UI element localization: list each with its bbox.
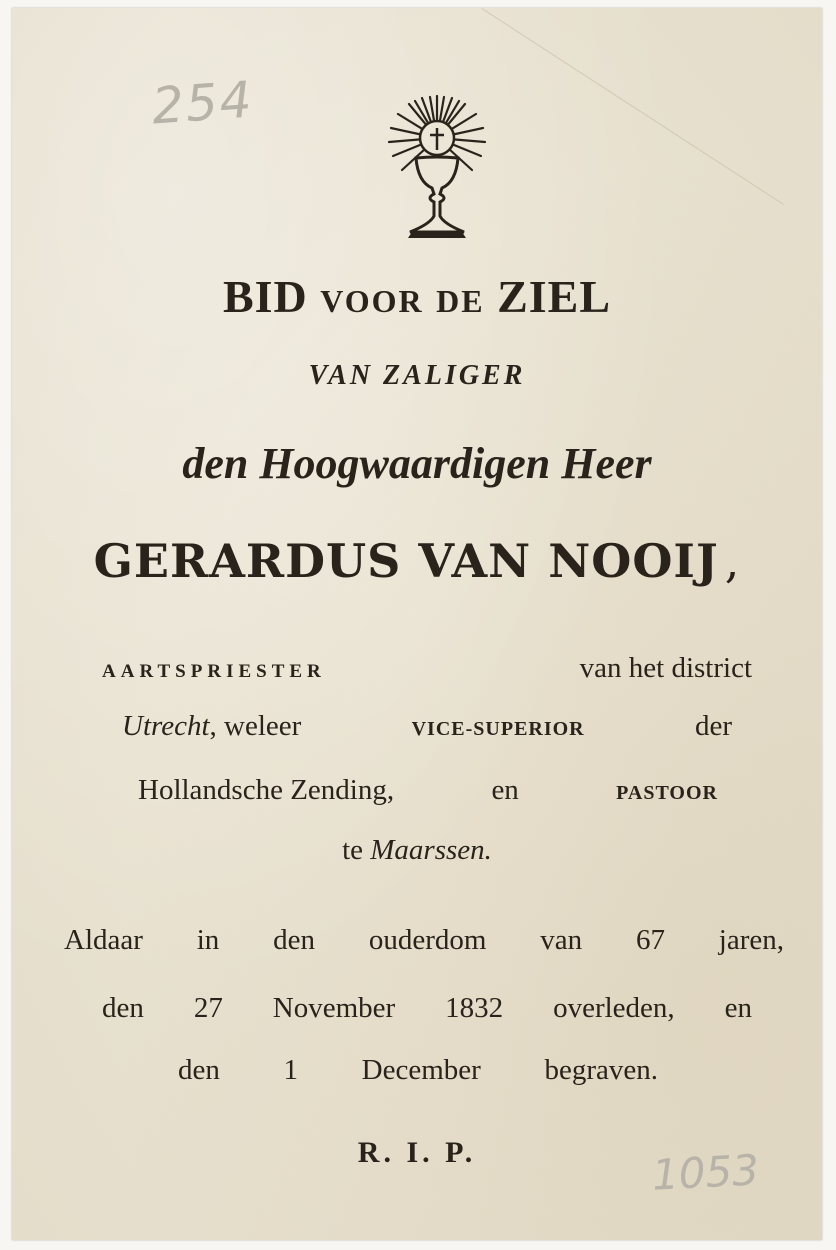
death-text-1: Aldaar in den ouderdom van 67 jaren, [64,924,784,956]
deceased-name: GERARDUS VAN NOOIJ [93,534,719,588]
office-district: van het district [579,652,752,684]
text-te: te [342,834,364,866]
rip-text: R. I. P. [357,1136,477,1169]
death-text-2: den 27 November 1832 overleden, en [102,992,752,1024]
role-vice-superior: VICE-SUPERIOR [411,718,585,740]
pencil-number-bottom: 1053 [650,1145,761,1200]
role-pastoor: PASTOOR [616,782,718,804]
chalice-with-host-icon [382,90,492,240]
text-en: en [491,774,519,806]
pencil-number-top: 254 [150,70,256,136]
text-der: der [694,710,732,742]
office-aartspriester: AARTSPRIESTER [102,661,326,682]
heading-van-zaliger: VAN ZALIGER [308,360,526,391]
place-maarssen: Maarssen. [370,834,492,866]
heading-bid: BID [222,271,308,322]
death-line-2 [102,992,752,1025]
name-comma: , [724,534,741,588]
heading-voor: VOOR [320,283,424,319]
death-text-3: den 1 December begraven. [178,1054,658,1086]
deceased-name-line [12,534,822,588]
heading-title: den Hoogwaardigen Heer [182,439,652,488]
heading-de: DE [436,283,485,319]
body-line-2 [122,710,732,743]
body-line-1 [102,652,752,685]
text-hollandsche-zending: Hollandsche Zending, [138,774,395,806]
text-weleer: , weleer [209,710,302,742]
memorial-card [12,8,822,1240]
death-line-1 [64,924,784,957]
body-line-3 [138,774,718,807]
city-utrecht: Utrecht [122,710,210,742]
heading-ziel: ZIEL [497,271,612,322]
body-line-4 [12,834,822,867]
paper-fold-line [481,8,783,205]
death-line-3 [178,1054,658,1087]
heading-bid-line [12,270,822,323]
